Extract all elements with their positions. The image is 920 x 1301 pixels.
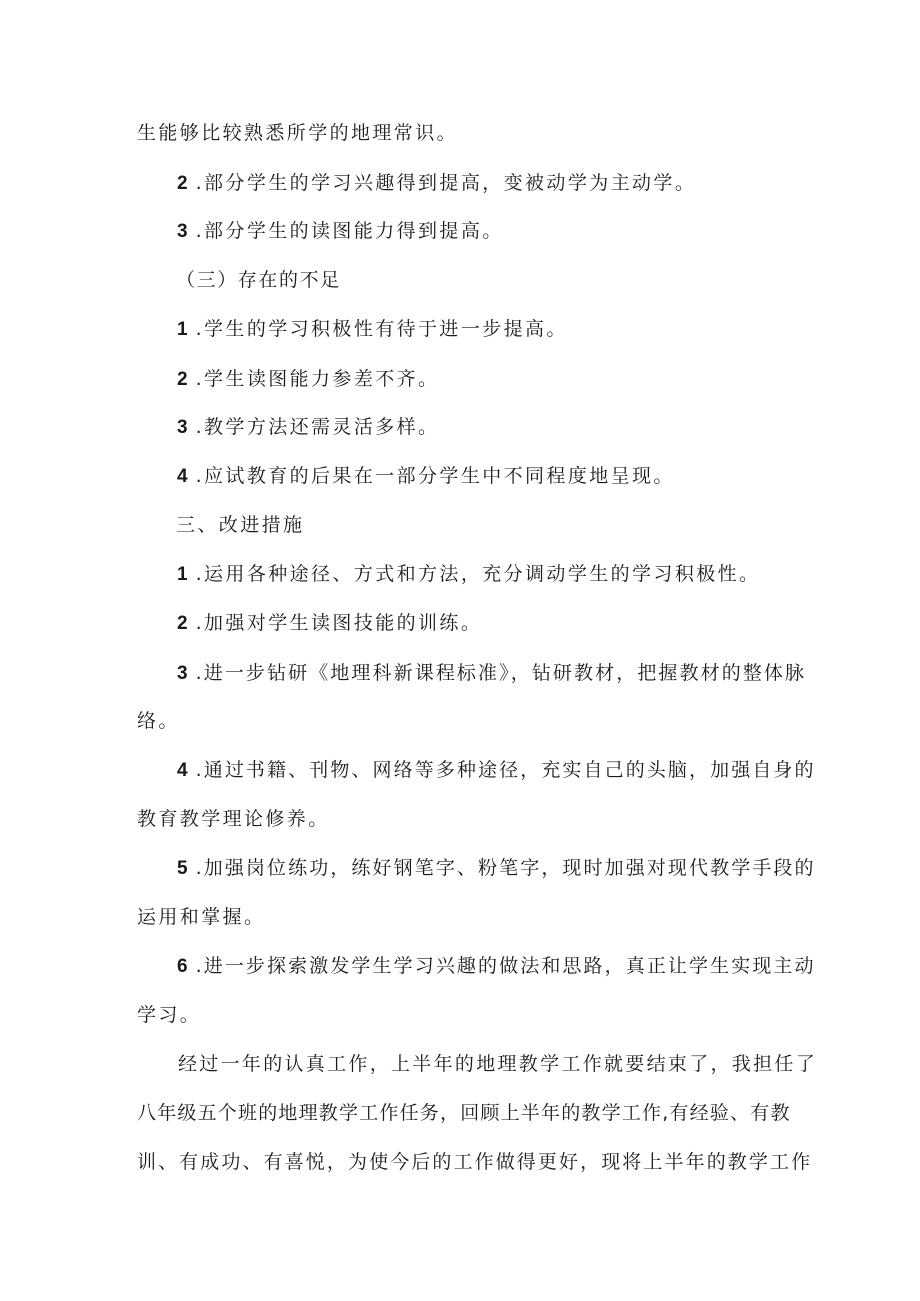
section-heading xyxy=(176,267,341,293)
line-text: 教育教学理论修养。 xyxy=(137,808,330,830)
list-item-line xyxy=(177,414,439,441)
list-item-line xyxy=(177,170,696,197)
text-line xyxy=(137,708,180,734)
line-text: .教学方法还需灵活多样。 xyxy=(195,416,440,438)
line-text: .学生的学习积极性有待于进一步提高。 xyxy=(195,318,568,340)
list-number: 1 xyxy=(177,564,188,585)
text-line xyxy=(137,1002,201,1028)
line-text: .应试教育的后果在一部分学生中不同程度地呈现。 xyxy=(195,465,675,487)
list-number: 6 xyxy=(177,956,188,977)
list-item-line xyxy=(177,366,439,393)
paragraph-line xyxy=(137,1100,791,1126)
line-text: 运用和掌握。 xyxy=(137,906,266,928)
line-text: .学生读图能力参差不齐。 xyxy=(195,368,440,390)
list-number: 3 xyxy=(177,663,188,684)
line-text: .进一步钻研《地理科新课程标准》，钻研教材，把握教材的整体脉 xyxy=(195,662,807,684)
list-item-line xyxy=(177,855,816,882)
line-text: .通过书籍、刊物、网络等多种途径，充实自己的头脑，加强自身的 xyxy=(195,759,816,781)
section-heading xyxy=(176,512,304,538)
line-text: 生能够比较熟悉所学的地理常识。 xyxy=(137,122,459,144)
line-text: .部分学生的学习兴趣得到提高，变被动学为主动学。 xyxy=(195,172,697,194)
line-text: 八年级五个班的地理教学工作任务，回顾上半年的教学工作,有经验、有教 xyxy=(137,1102,791,1124)
list-number: 2 xyxy=(177,369,188,390)
paragraph-line xyxy=(178,1051,817,1077)
list-item-line xyxy=(177,953,816,980)
list-item-line xyxy=(177,660,806,687)
line-text: .进一步探索激发学生学习兴趣的做法和思路，真正让学生实现主动 xyxy=(195,955,816,977)
line-text: 学习。 xyxy=(137,1004,202,1026)
line-text: 训、有成功、有喜悦，为使今后的工作做得更好，现将上半年的教学工作 xyxy=(137,1151,813,1173)
text-line xyxy=(137,120,458,146)
list-number: 5 xyxy=(177,858,188,879)
list-number: 3 xyxy=(177,221,188,242)
list-item-line xyxy=(177,757,816,784)
heading-text: 三、改进措施 xyxy=(176,514,305,536)
paragraph-line xyxy=(137,1149,812,1175)
list-number: 1 xyxy=(177,319,188,340)
list-item-line xyxy=(177,316,568,343)
line-text: .部分学生的读图能力得到提高。 xyxy=(195,220,504,242)
list-number: 3 xyxy=(177,417,188,438)
list-item-line xyxy=(177,463,675,490)
list-item-line xyxy=(177,218,504,245)
line-text: 络。 xyxy=(137,710,180,732)
list-number: 2 xyxy=(177,173,188,194)
line-text: .运用各种途径、方式和方法，充分调动学生的学习积极性。 xyxy=(195,563,761,585)
text-line xyxy=(137,806,330,832)
list-item-line xyxy=(177,561,760,588)
line-text: 经过一年的认真工作，上半年的地理教学工作就要结束了，我担任了 xyxy=(178,1053,818,1075)
text-line xyxy=(137,904,265,930)
list-item-line xyxy=(177,610,482,637)
list-number: 2 xyxy=(177,613,188,634)
line-text: .加强岗位练功，练好钢笔字、粉笔字，现时加强对现代教学手段的 xyxy=(195,857,816,879)
list-number: 4 xyxy=(177,760,188,781)
heading-text: （三）存在的不足 xyxy=(176,269,341,291)
line-text: .加强对学生读图技能的训练。 xyxy=(195,612,483,634)
list-number: 4 xyxy=(177,466,188,487)
